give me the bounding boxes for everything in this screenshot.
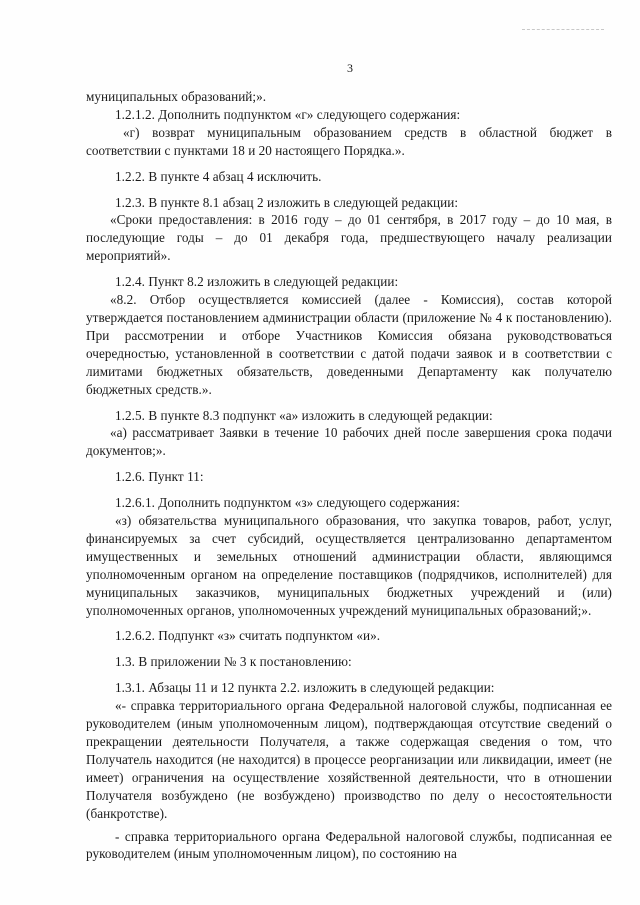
page-number: 3 (347, 61, 353, 75)
paragraph-quote-tax-certificate-1: «- справка территориального органа Федеральной налоговой службы, подписанная ее руководителем (иным уполномоченным лицом), подтверждающая отсутствие сведений о прекращении деятельности Получателя, а также содержащая сведения о том, что Получатель находится (не находится) в процессе реорганизации или ликвидации, имеет (не имеет) ограничения на осуществление хозяйственной деятельности, что в отношении Получателя возбуждено (не возбуждено) производство по делу о несостоятельности (банкротстве). (86, 698, 612, 821)
paragraph-1-3-1: 1.3.1. Абзацы 11 и 12 пункта 2.2. изложить в следующей редакции: (115, 680, 495, 696)
paragraph-1-2-1-2: 1.2.1.2. Дополнить подпунктом «г» следующего содержания: (115, 106, 461, 122)
scan-artifact (522, 29, 604, 30)
paragraph-1-2-5: 1.2.5. В пункте 8.3 подпункт «а» изложить в следующей редакции: (115, 407, 493, 423)
paragraph-quote-8-2: «8.2. Отбор осуществляется комиссией (далее - Комиссия), состав которой утверждается постановлением администрации области (приложение № 4 к постановлению). При рассмотрении и отборе Участников Комиссия обязана руководствоваться очередностью, установленной в соответствии с датой подачи заявок и в соответствии с лимитами бюджетных обязательств, доведенными Департаменту как получателю бюджетных средств.». (86, 292, 612, 397)
paragraph-1-2-4: 1.2.4. Пункт 8.2 изложить в следующей редакции: (115, 274, 399, 290)
document-body (86, 88, 612, 863)
paragraph-quote-tax-certificate-2: - справка территориального органа Федеральной налоговой службы, подписанная ее руководителем (иным уполномоченным лицом), по состоянию на (86, 828, 612, 862)
paragraph-1-2-2: 1.2.2. В пункте 4 абзац 4 исключить. (115, 168, 322, 184)
paragraph-quote-deadlines: «Сроки предоставления: в 2016 году – до 01 сентября, в 2017 году – до 10 мая, в последующие годы – до 01 декабря года, предшествующего началу реализации мероприятий». (86, 212, 612, 264)
paragraph-1-2-6-2: 1.2.6.2. Подпункт «з» считать подпунктом «и». (115, 628, 381, 644)
paragraph-quote-g: «г) возврат муниципальным образованием средств в областной бюджет в соответствии с пунктами 18 и 20 настоящего Порядка.». (86, 124, 612, 158)
paragraph-1-3: 1.3. В приложении № 3 к постановлению: (115, 654, 352, 670)
paragraph-1-2-6-1: 1.2.6.1. Дополнить подпунктом «з» следующего содержания: (115, 495, 460, 511)
paragraph-quote-z: «з) обязательства муниципального образования, что закупка товаров, работ, услуг, финансируемых за счет субсидий, осуществляется централизованно департаментом имущественных и земельных отношений администрации области, являющимся уполномоченным органом на определение поставщиков (подрядчиков, исполнителей) для муниципальных заказчиков, муниципальных бюджетных учреждений и (или) уполномоченных органов, уполномоченных учреждений муниципальных образований;». (86, 513, 612, 618)
paragraph-continuation: муниципальных образований;». (86, 89, 267, 104)
paragraph-1-2-3: 1.2.3. В пункте 8.1 абзац 2 изложить в следующей редакции: (115, 194, 459, 210)
paragraph-quote-a: «а) рассматривает Заявки в течение 10 рабочих дней после завершения срока подачи документов;». (86, 425, 612, 459)
paragraph-1-2-6: 1.2.6. Пункт 11: (115, 469, 204, 485)
